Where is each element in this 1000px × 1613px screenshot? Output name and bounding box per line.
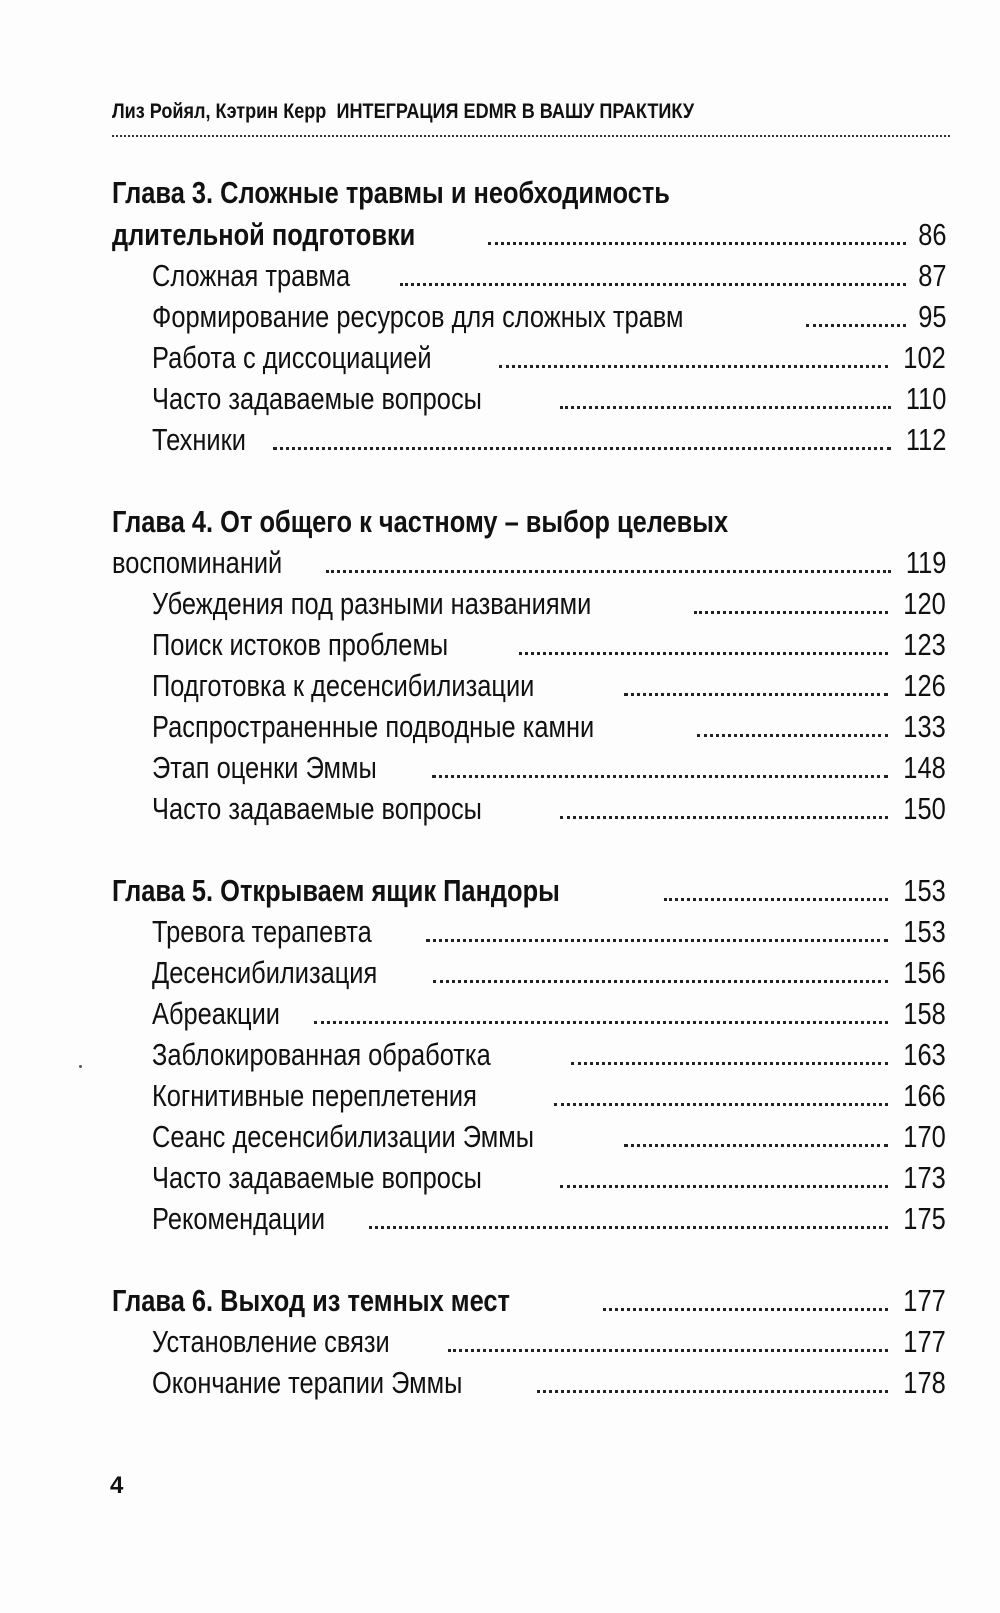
dot-leader <box>314 1021 888 1024</box>
dot-leader <box>603 1308 888 1311</box>
dot-leader <box>433 980 889 983</box>
dot-leader <box>537 1390 889 1393</box>
toc-entry: Окончание терапии Эммы 178 <box>152 1365 946 1400</box>
toc-entry: Часто задаваемые вопросы 110 <box>152 381 946 416</box>
toc-entry: Этап оценки Эммы 148 <box>152 750 946 785</box>
toc-entry: Сеанс десенсибилизации Эммы 170 <box>152 1119 946 1154</box>
header-dotted-rule <box>112 135 950 137</box>
toc-entry: Работа с диссоциацией 102 <box>152 340 946 375</box>
dot-leader <box>554 1103 888 1106</box>
toc-entry: Распространенные подводные камни 133 <box>152 709 946 744</box>
header-authors: Лиз Ройял, Кэтрин Керр <box>112 100 327 123</box>
dot-leader <box>697 734 888 737</box>
chapter-6-heading: Глава 6. Выход из темных мест 177 <box>112 1283 946 1318</box>
toc-entry: Тревога терапевта 153 <box>152 914 946 949</box>
dot-leader <box>448 1349 888 1352</box>
toc-entry: Убеждения под разными названиями 120 <box>152 586 946 621</box>
dot-leader <box>664 898 888 901</box>
chapter-3-page: 86 <box>917 217 946 252</box>
toc-entry: Подготовка к десенсибилизации 126 <box>152 668 946 703</box>
dot-leader <box>560 406 890 409</box>
chapter-3-heading: Глава 3. Сложные травмы и необходимость <box>112 175 670 210</box>
chapter-4-page: 119 <box>905 545 946 580</box>
toc-entry: Установление связи 177 <box>152 1324 946 1359</box>
dot-leader <box>694 611 889 614</box>
dot-leader <box>273 447 891 450</box>
chapter-4-heading: Глава 4. От общего к частному – выбор целевых <box>112 504 729 539</box>
toc-entry: Абреакции 158 <box>152 996 946 1031</box>
dot-leader <box>519 652 888 655</box>
dot-leader <box>432 775 888 778</box>
dot-leader <box>571 1062 888 1065</box>
dot-leader <box>560 816 888 819</box>
toc-entry: Часто задаваемые вопросы 173 <box>152 1160 946 1195</box>
dot-leader <box>806 324 905 327</box>
toc-entry: Десенсибилизация 156 <box>152 955 946 990</box>
dot-leader <box>499 365 888 368</box>
dot-leader <box>426 939 888 942</box>
dot-leader <box>560 1185 888 1188</box>
print-speck <box>79 1065 82 1068</box>
chapter-4-heading-cont: воспоминаний 119 <box>112 545 946 580</box>
dot-leader <box>326 570 891 573</box>
chapter-3-heading-cont: длительной подготовки 86 <box>112 217 946 252</box>
chapter-5-heading: Глава 5. Открываем ящик Пандоры 153 <box>112 873 946 908</box>
toc-entry: Рекомендации 175 <box>152 1201 946 1236</box>
running-head <box>112 100 694 124</box>
toc-entry: Заблокированная обработка 163 <box>152 1037 946 1072</box>
dot-leader <box>624 1144 888 1147</box>
toc-entry: Поиск истоков проблемы 123 <box>152 627 946 662</box>
chapter-6-page: 177 <box>903 1283 946 1318</box>
chapter-5-page: 153 <box>903 873 946 908</box>
toc-entry: Формирование ресурсов для сложных травм 95 <box>152 299 946 334</box>
toc-entry: Техники 112 <box>152 422 946 457</box>
dot-leader <box>488 242 906 245</box>
toc-entry: Когнитивные переплетения 166 <box>152 1078 946 1113</box>
dot-leader <box>624 693 888 696</box>
header-book-title: ИНТЕГРАЦИЯ EDMR В ВАШУ ПРАКТИКУ <box>336 100 695 123</box>
page-number: 4 <box>110 1472 124 1499</box>
dot-leader <box>369 1226 888 1229</box>
toc-entry: Сложная травма 87 <box>152 258 946 293</box>
toc-entry: Часто задаваемые вопросы 150 <box>152 791 946 826</box>
dot-leader <box>400 283 906 286</box>
